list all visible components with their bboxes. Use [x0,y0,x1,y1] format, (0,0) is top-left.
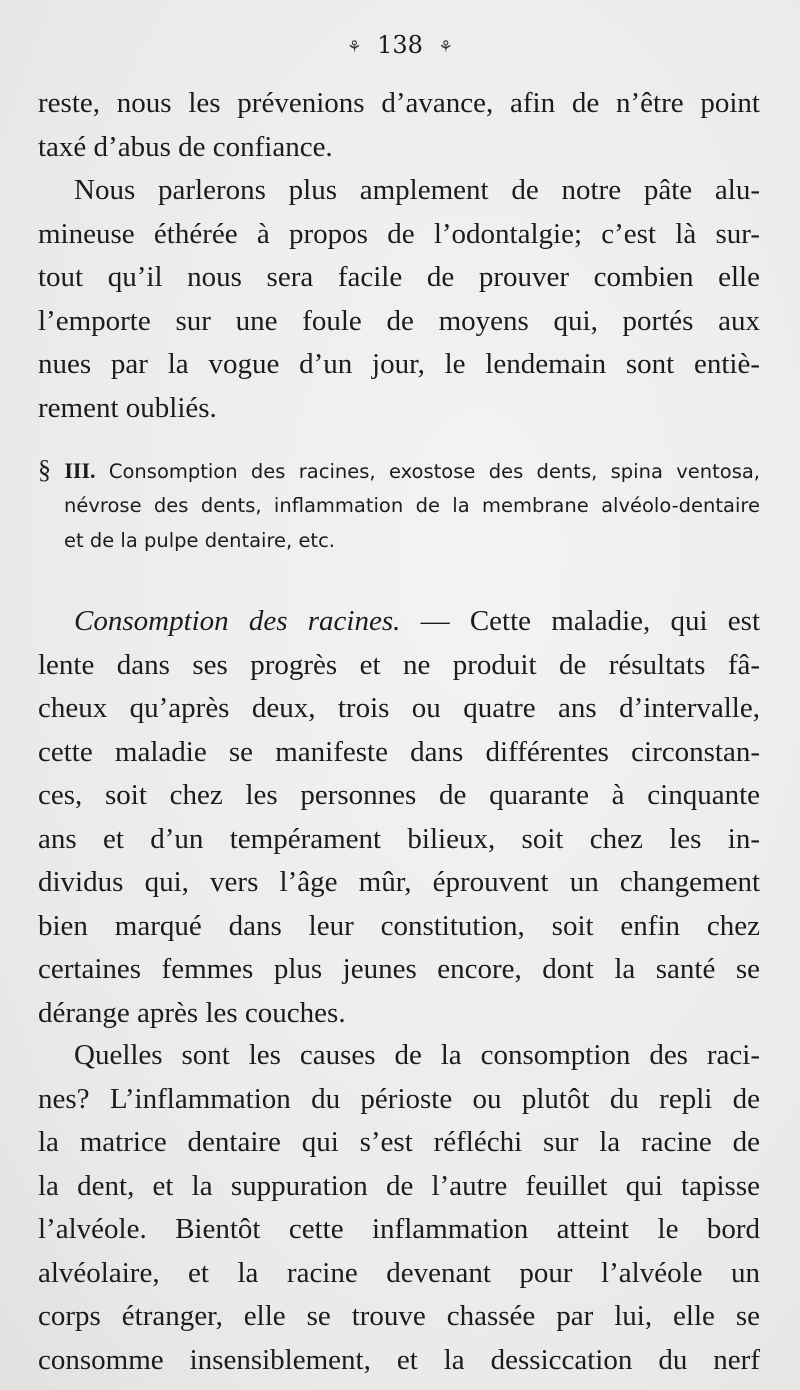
section-mark: § [38,455,51,484]
text-line: l’alvéole. Bientôt cette inflammation atteint le bord [38,1213,760,1245]
text-line: ans et d’un tempérament bilieux, soit chez les in- [38,822,760,855]
italic-lead: Consomption des racines. [74,605,401,637]
left-ornament-icon: ⚘ [347,36,362,56]
section-title-line: Consomption des racines, exostose des dents, spina ventosa, [108,460,761,483]
paragraph-consomption [38,600,760,1035]
text-line: rement oubliés. [38,391,217,424]
section-title-line: névrose des dents, inflammation de la membrane alvéolo-dentaire [64,493,760,517]
text-line: Quelles sont les causes de la consomption des raci- [74,1039,760,1071]
page-number: 138 [377,31,423,59]
page-header [0,30,800,62]
section-number: III. [64,458,96,483]
section-heading [38,452,760,559]
text-line: cette maladie se manifeste dans différentes circonstan- [38,735,760,768]
text-line: l’emporte sur une foule de moyens qui, portés aux [38,304,760,337]
section-title-line: et de la pulpe dentaire, etc. [64,529,336,552]
text-line: mineuse éthérée à propos de l’odontalgie; c’est là sur- [38,217,760,250]
paragraph-continuation [38,82,760,169]
text-line: dividus qui, vers l’âge mûr, éprouvent un changement [38,866,760,898]
text-line: nues par la vogue d’un jour, le lendemain sont entiè- [38,348,760,380]
text-line: la matrice dentaire qui s’est réfléchi sur la racine de [38,1126,760,1158]
text-line: bien marqué dans leur constitution, soit enfin chez [38,909,760,942]
text-line: certaines femmes plus jeunes encore, dont la santé se [38,953,760,985]
text-line: nes? L’inflammation du périoste ou plutôt du repli de [38,1082,760,1115]
text-line: tout qu’il nous sera facile de prouver combien elle [38,261,760,293]
paragraph-pate-alumineuse [38,169,760,430]
text-line [38,600,760,644]
text-line: la dent, et la suppuration de l’autre feuillet qui tapisse [38,1169,760,1202]
text-line: alvéolaire, et la racine devenant pour l’alvéole un [38,1256,760,1289]
text-line: lente dans ses progrès et ne produit de résultats fâ- [38,648,760,681]
text-line: Nous parlerons plus amplement de notre pâte alu- [74,174,760,206]
text-line: taxé d’abus de confiance. [38,130,333,163]
text-line: dérange après les couches. [38,996,346,1029]
text-line: corps étranger, elle se trouve chassée par lui, elle se [38,1300,760,1332]
text-line: cheux qu’après deux, trois ou quatre ans d’intervalle, [38,692,760,724]
text-run: — Cette maladie, qui est [400,605,760,637]
text-line: consomme insensiblement, et la dessiccation du nerf [38,1343,760,1376]
paragraph-causes [38,1034,760,1382]
text-line: reste, nous les prévenions d’avance, afin de n’être point [38,87,760,119]
text-line: ces, soit chez les personnes de quarante à cinquante [38,779,760,811]
right-ornament-icon: ⚘ [438,36,453,56]
